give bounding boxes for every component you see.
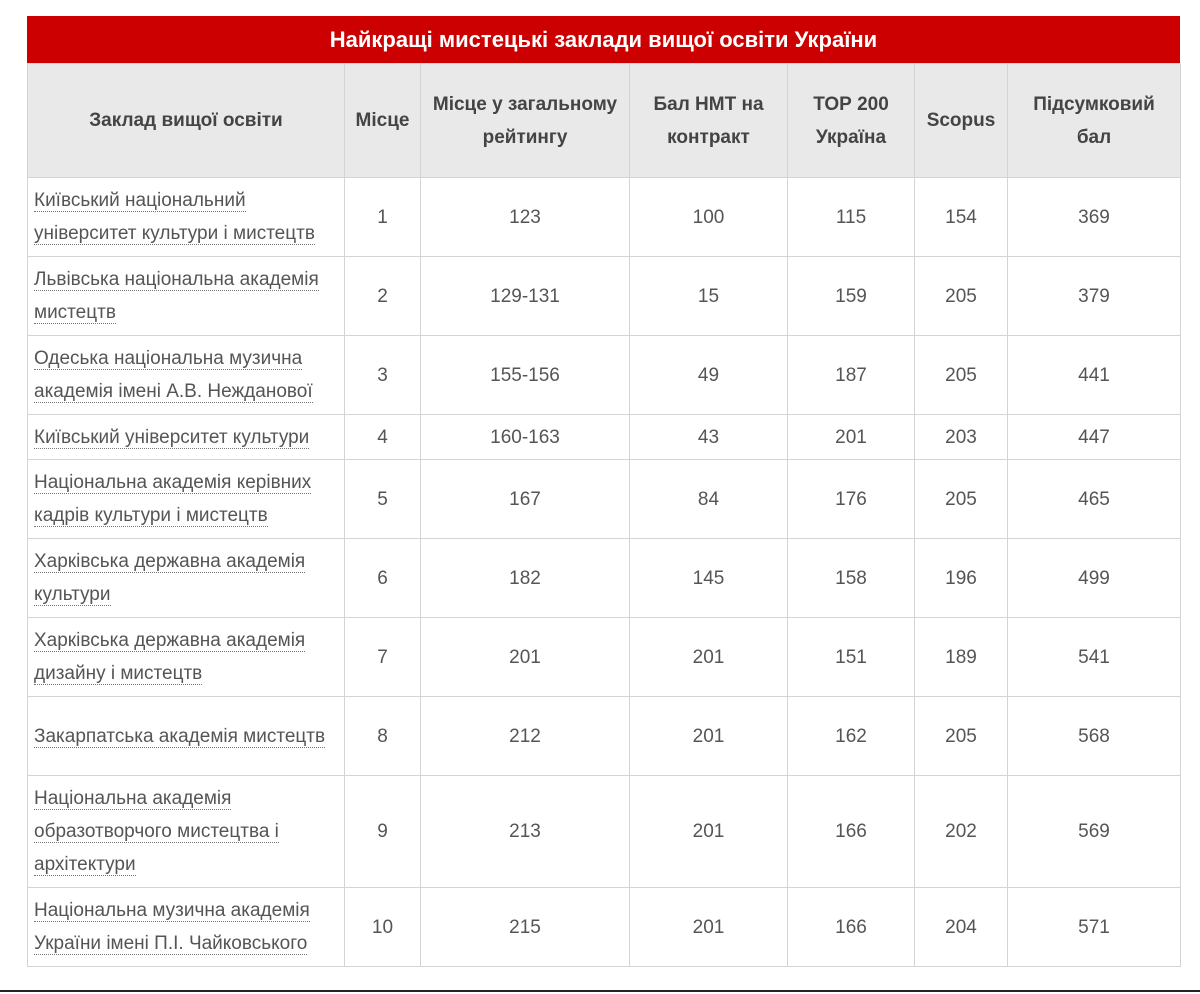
overall-cell: 212 xyxy=(421,697,630,776)
institution-cell xyxy=(28,178,345,257)
header-scopus: Scopus xyxy=(915,64,1008,178)
table-row xyxy=(28,539,1181,618)
scopus-cell: 196 xyxy=(915,539,1008,618)
nmt-cell: 49 xyxy=(630,336,788,415)
nmt-cell: 201 xyxy=(630,697,788,776)
total-cell: 379 xyxy=(1008,257,1181,336)
scopus-cell: 205 xyxy=(915,257,1008,336)
header-institution: Заклад вищої освіти xyxy=(28,64,345,178)
place-cell: 7 xyxy=(345,618,421,697)
institution-cell xyxy=(28,776,345,888)
institution-cell xyxy=(28,697,345,776)
nmt-cell: 100 xyxy=(630,178,788,257)
top200-cell: 187 xyxy=(788,336,915,415)
overall-cell: 129-131 xyxy=(421,257,630,336)
institution-link[interactable]: Київський університет культури xyxy=(34,426,310,448)
institution-cell xyxy=(28,460,345,539)
table-row xyxy=(28,697,1181,776)
top200-cell: 166 xyxy=(788,776,915,888)
institution-cell xyxy=(28,888,345,967)
top200-cell: 162 xyxy=(788,697,915,776)
top200-cell: 151 xyxy=(788,618,915,697)
place-cell: 9 xyxy=(345,776,421,888)
overall-cell: 160-163 xyxy=(421,415,630,460)
place-cell: 4 xyxy=(345,415,421,460)
top200-cell: 166 xyxy=(788,888,915,967)
institution-link[interactable]: Національна академія керівних кадрів культури і мистецтв xyxy=(34,472,312,526)
top200-cell: 176 xyxy=(788,460,915,539)
nmt-cell: 15 xyxy=(630,257,788,336)
top200-cell: 158 xyxy=(788,539,915,618)
place-cell: 10 xyxy=(345,888,421,967)
institution-cell xyxy=(28,539,345,618)
header-nmt-score: Бал НМТ на контракт xyxy=(630,64,788,178)
institution-cell xyxy=(28,257,345,336)
total-cell: 369 xyxy=(1008,178,1181,257)
institution-cell xyxy=(28,618,345,697)
institution-link[interactable]: Київський національний університет культури і мистецтв xyxy=(34,190,315,244)
top200-cell: 201 xyxy=(788,415,915,460)
place-cell: 6 xyxy=(345,539,421,618)
header-top200: ТОР 200 Україна xyxy=(788,64,915,178)
overall-cell: 155-156 xyxy=(421,336,630,415)
table-title: Найкращі мистецькі заклади вищої освіти України xyxy=(27,16,1180,63)
top200-cell: 115 xyxy=(788,178,915,257)
table-row xyxy=(28,336,1181,415)
place-cell: 2 xyxy=(345,257,421,336)
table-row xyxy=(28,415,1181,460)
scopus-cell: 154 xyxy=(915,178,1008,257)
overall-cell: 182 xyxy=(421,539,630,618)
header-total-score: Підсумковий бал xyxy=(1008,64,1181,178)
table-row xyxy=(28,460,1181,539)
table-row xyxy=(28,257,1181,336)
institution-link[interactable]: Харківська державна академія дизайну і мистецтв xyxy=(34,630,306,684)
overall-cell: 215 xyxy=(421,888,630,967)
nmt-cell: 201 xyxy=(630,776,788,888)
total-cell: 441 xyxy=(1008,336,1181,415)
header-row xyxy=(28,64,1181,178)
scopus-cell: 204 xyxy=(915,888,1008,967)
nmt-cell: 201 xyxy=(630,888,788,967)
table-row xyxy=(28,776,1181,888)
page-bottom-divider xyxy=(0,990,1200,992)
institution-link[interactable]: Національна академія образотворчого мистецтва і архітектури xyxy=(34,788,279,875)
table-row xyxy=(28,178,1181,257)
scopus-cell: 189 xyxy=(915,618,1008,697)
nmt-cell: 201 xyxy=(630,618,788,697)
overall-cell: 201 xyxy=(421,618,630,697)
ranking-table xyxy=(27,63,1181,967)
place-cell: 3 xyxy=(345,336,421,415)
total-cell: 541 xyxy=(1008,618,1181,697)
institution-cell xyxy=(28,415,345,460)
total-cell: 569 xyxy=(1008,776,1181,888)
scopus-cell: 205 xyxy=(915,697,1008,776)
institution-cell xyxy=(28,336,345,415)
table-row xyxy=(28,888,1181,967)
total-cell: 568 xyxy=(1008,697,1181,776)
header-overall-rank: Місце у загальному рейтингу xyxy=(421,64,630,178)
scopus-cell: 203 xyxy=(915,415,1008,460)
place-cell: 5 xyxy=(345,460,421,539)
ranking-table-container xyxy=(27,16,1180,967)
overall-cell: 167 xyxy=(421,460,630,539)
top200-cell: 159 xyxy=(788,257,915,336)
total-cell: 571 xyxy=(1008,888,1181,967)
scopus-cell: 205 xyxy=(915,336,1008,415)
nmt-cell: 43 xyxy=(630,415,788,460)
overall-cell: 213 xyxy=(421,776,630,888)
scopus-cell: 205 xyxy=(915,460,1008,539)
table-row xyxy=(28,618,1181,697)
institution-link[interactable]: Національна музична академія України імені П.І. Чайковського xyxy=(34,900,310,954)
scopus-cell: 202 xyxy=(915,776,1008,888)
institution-link[interactable]: Львівська національна академія мистецтв xyxy=(34,269,319,323)
overall-cell: 123 xyxy=(421,178,630,257)
nmt-cell: 145 xyxy=(630,539,788,618)
total-cell: 447 xyxy=(1008,415,1181,460)
institution-link[interactable]: Харківська державна академія культури xyxy=(34,551,306,605)
header-place: Місце xyxy=(345,64,421,178)
institution-link[interactable]: Закарпатська академія мистецтв xyxy=(34,725,326,747)
place-cell: 8 xyxy=(345,697,421,776)
total-cell: 465 xyxy=(1008,460,1181,539)
place-cell: 1 xyxy=(345,178,421,257)
institution-link[interactable]: Одеська національна музична академія імені А.В. Нежданової xyxy=(34,348,313,402)
nmt-cell: 84 xyxy=(630,460,788,539)
total-cell: 499 xyxy=(1008,539,1181,618)
